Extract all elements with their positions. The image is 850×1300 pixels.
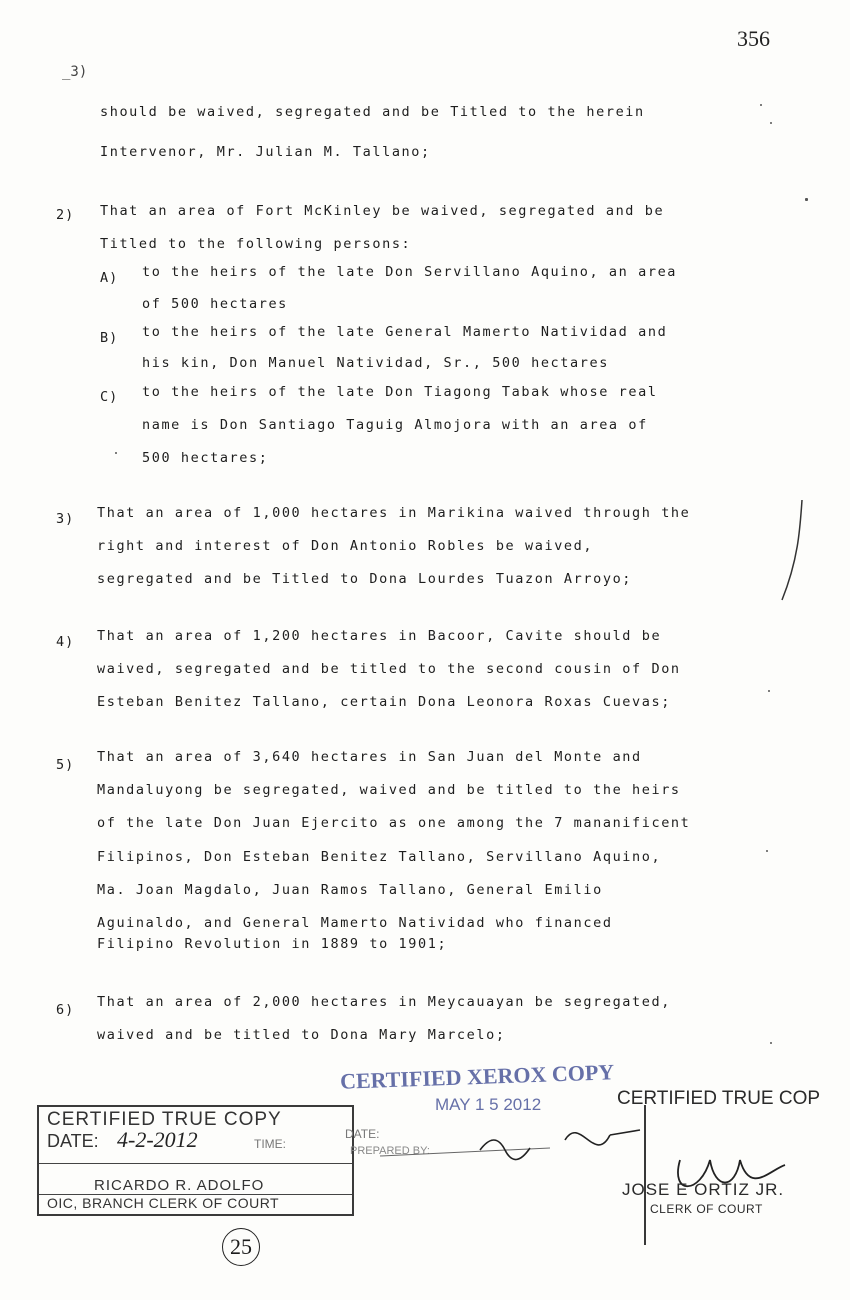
- text-line: Titled to the following persons:: [100, 236, 412, 252]
- text-line: segregated and be Titled to Dona Lourdes Tuazon Arroyo;: [97, 571, 633, 587]
- text-line: to the heirs of the late General Mamerto Natividad and: [142, 324, 668, 340]
- item-letter: C): [100, 389, 119, 405]
- item-number: 5): [56, 757, 75, 773]
- right-stamp-position: CLERK OF COURT: [650, 1202, 763, 1216]
- page-number: 356: [737, 26, 770, 51]
- speck: [766, 850, 768, 852]
- text-line: to the heirs of the late Don Servillano Aquino, an area: [142, 264, 678, 280]
- right-stamp-title: CERTIFIED TRUE COP: [617, 1088, 821, 1109]
- top-mark: _3): [62, 64, 88, 80]
- circled-page-count: 25: [222, 1228, 260, 1266]
- text-line: That an area of 1,000 hectares in Marikina waived through the: [97, 505, 691, 521]
- text-line: right and interest of Don Antonio Robles be waived,: [97, 538, 594, 554]
- item-number: 3): [56, 511, 75, 527]
- text-line: Aguinaldo, and General Mamerto Natividad who financed: [97, 915, 613, 931]
- text-line: Intervenor, Mr. Julian M. Tallano;: [100, 144, 431, 160]
- text-line: Esteban Benitez Tallano, certain Dona Leonora Roxas Cuevas;: [97, 694, 671, 710]
- right-signature: [640, 1100, 800, 1250]
- margin-pen-stroke: [770, 490, 810, 610]
- speck: [768, 690, 770, 692]
- text-line: waived and be titled to Dona Mary Marcelo;: [97, 1027, 506, 1043]
- text-line: of 500 hectares: [142, 296, 288, 312]
- stamp-position: OIC, BRANCH CLERK OF COURT: [47, 1195, 280, 1211]
- stamp-date-label: DATE:: [47, 1131, 99, 1151]
- stamp-name: RICARDO R. ADOLFO: [94, 1177, 265, 1194]
- item-number: 6): [56, 1002, 75, 1018]
- speck: [770, 1042, 772, 1044]
- text-line: to the heirs of the late Don Tiagong Tabak whose real: [142, 384, 658, 400]
- xerox-stamp-title: CERTIFIED XEROX COPY: [339, 1059, 615, 1094]
- text-line: That an area of 3,640 hectares in San Juan del Monte and: [97, 749, 642, 765]
- text-line: 500 hectares;: [142, 450, 269, 466]
- text-line: That an area of 2,000 hectares in Meycauayan be segregated,: [97, 994, 671, 1010]
- item-letter: B): [100, 330, 119, 346]
- text-line: Mandaluyong be segregated, waived and be titled to the heirs: [97, 782, 681, 798]
- text-line: his kin, Don Manuel Natividad, Sr., 500 hectares: [142, 355, 609, 371]
- speck: [115, 452, 117, 454]
- xerox-stamp-date-label: DATE:: [345, 1127, 380, 1141]
- text-line: of the late Don Juan Ejercito as one among the 7 mananificent: [97, 815, 691, 831]
- speck: [805, 198, 808, 201]
- xerox-stamp-date: MAY 1 5 2012: [435, 1095, 542, 1114]
- text-line: Ma. Joan Magdalo, Juan Ramos Tallano, General Emilio: [97, 882, 603, 898]
- text-line: That an area of 1,200 hectares in Bacoor, Cavite should be: [97, 628, 662, 644]
- item-number: 4): [56, 634, 75, 650]
- text-line: waived, segregated and be titled to the second cousin of Don: [97, 661, 681, 677]
- text-line: name is Don Santiago Taguig Almojora with an area of: [142, 417, 648, 433]
- text-line: That an area of Fort McKinley be waived, segregated and be: [100, 203, 665, 219]
- text-line: Filipino Revolution in 1889 to 1901;: [97, 936, 448, 952]
- stamp-time-label: TIME:: [254, 1137, 286, 1151]
- certified-true-copy-stamp: [37, 1105, 354, 1216]
- xerox-stamp-by-label: PREPARED BY:: [350, 1145, 430, 1157]
- text-line: Filipinos, Don Esteban Benitez Tallano, Servillano Aquino,: [97, 849, 662, 865]
- stamp-date-value: 4-2-2012: [117, 1127, 198, 1152]
- speck: [760, 104, 762, 106]
- right-stamp-name: JOSE E ORTIZ JR.: [622, 1180, 785, 1199]
- item-number: 2): [56, 207, 75, 223]
- speck: [770, 122, 772, 124]
- item-letter: A): [100, 270, 119, 286]
- stamp-title: CERTIFIED TRUE COPY: [47, 1109, 282, 1130]
- text-line: should be waived, segregated and be Titled to the herein: [100, 104, 645, 120]
